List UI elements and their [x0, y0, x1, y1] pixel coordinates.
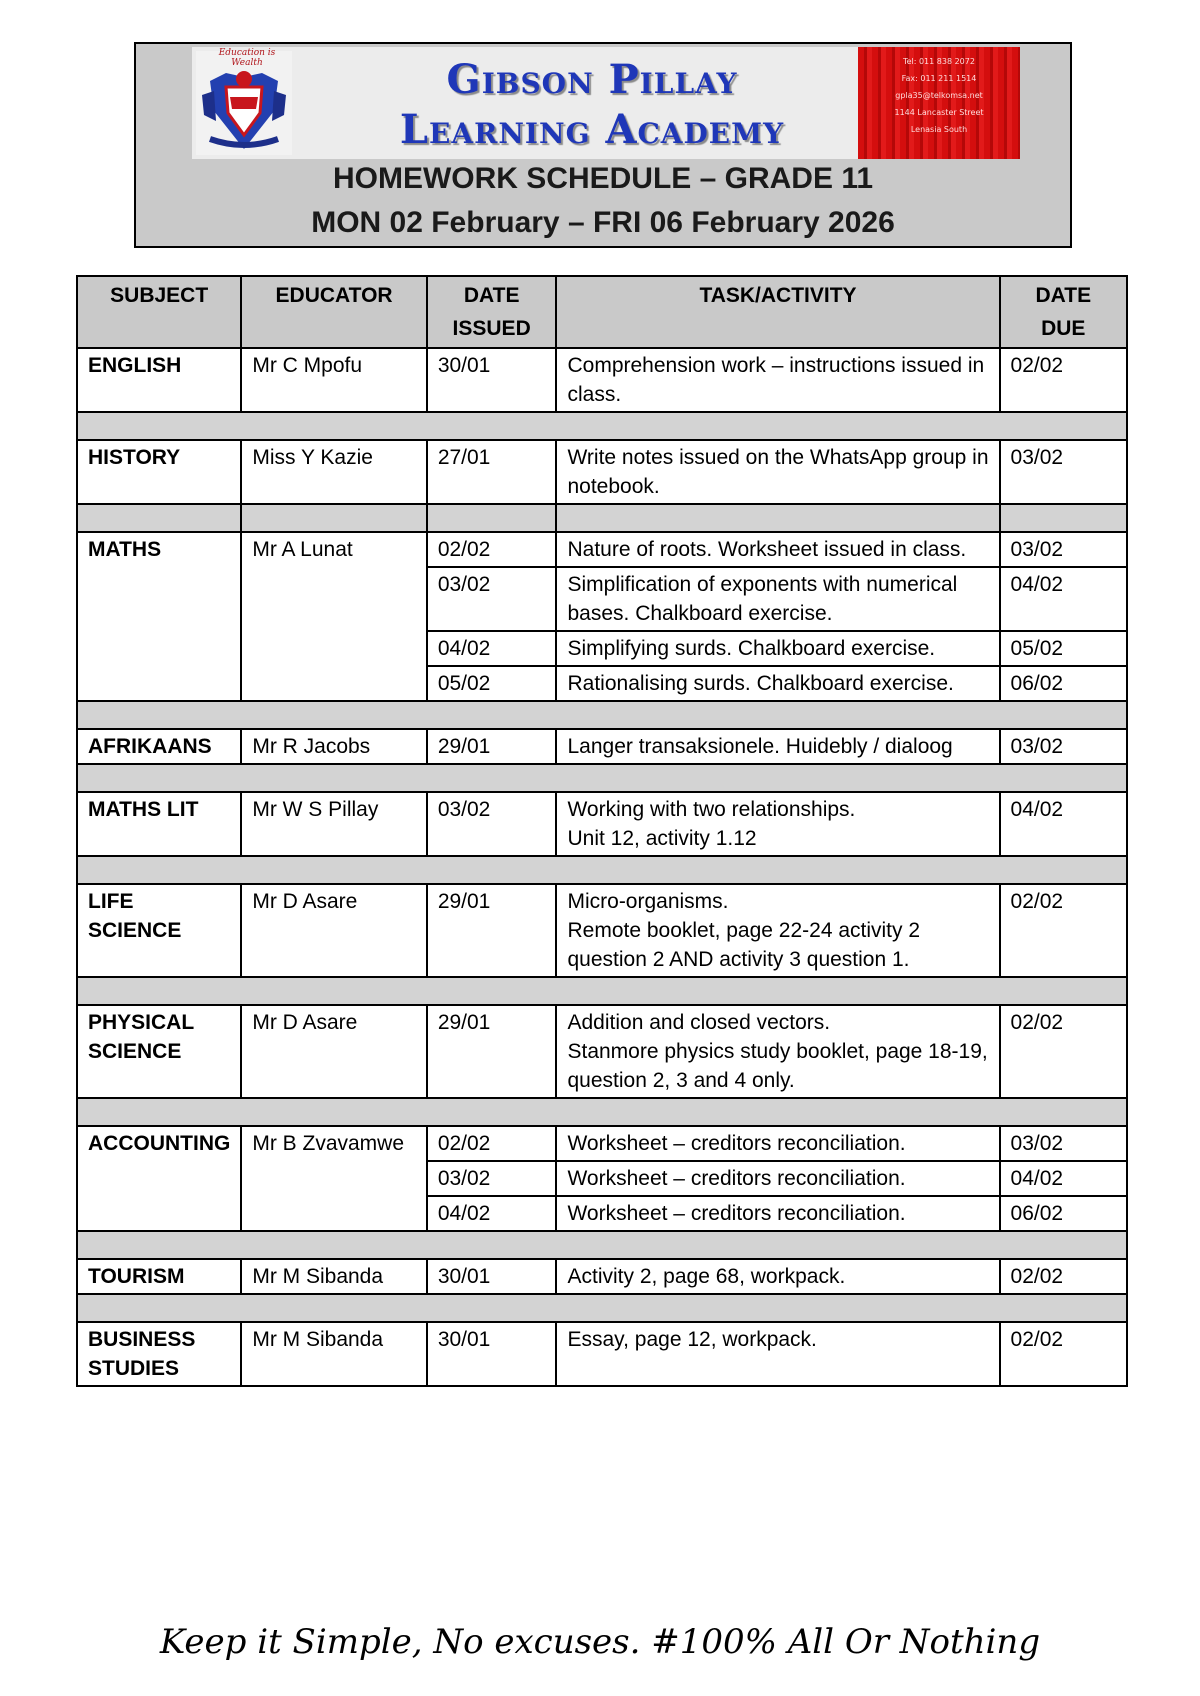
educator-cell: Mr M Sibanda [241, 1259, 426, 1294]
date-due-cell: 03/02 [1000, 440, 1127, 504]
school-name [332, 55, 852, 155]
spacer-row [77, 1294, 1127, 1322]
subject-cell: BUSINESS STUDIES [77, 1322, 241, 1386]
subject-cell: HISTORY [77, 440, 241, 504]
task-cell: Worksheet – creditors reconciliation. [556, 1196, 999, 1231]
task-cell: Rationalising surds. Chalkboard exercise. [556, 666, 999, 701]
spacer-cell [77, 977, 1127, 1005]
educator-cell: Mr D Asare [241, 884, 426, 977]
spacer-cell [77, 1294, 1127, 1322]
subject-cell: TOURISM [77, 1259, 241, 1294]
spacer-cell [77, 764, 1127, 792]
date-due-cell: 03/02 [1000, 1126, 1127, 1161]
date-issued-cell: 29/01 [427, 884, 557, 977]
educator-cell: Mr W S Pillay [241, 792, 426, 856]
date-issued-cell: 30/01 [427, 1259, 557, 1294]
spacer-cell [427, 504, 557, 532]
subject-cell: LIFE SCIENCE [77, 884, 241, 977]
table-row [77, 792, 1127, 856]
educator-cell: Mr R Jacobs [241, 729, 426, 764]
spacer-cell [77, 701, 1127, 729]
date-issued-cell: 03/02 [427, 792, 557, 856]
contact-line: Tel: 011 838 2072 [903, 57, 975, 66]
date-due-cell: 06/02 [1000, 666, 1127, 701]
school-name-line2: Learning Academy [399, 106, 785, 153]
date-issued-cell: 29/01 [427, 729, 557, 764]
table-row [77, 729, 1127, 764]
educator-cell: Mr M Sibanda [241, 1322, 426, 1386]
date-due-cell: 03/02 [1000, 729, 1127, 764]
task-cell: Essay, page 12, workpack. [556, 1322, 999, 1386]
task-cell: Simplification of exponents with numerical bases. Chalkboard exercise. [556, 567, 999, 631]
spacer-row [77, 977, 1127, 1005]
spacer-row [77, 764, 1127, 792]
educator-cell: Mr B Zvavamwe [241, 1126, 426, 1231]
table-row [77, 1259, 1127, 1294]
task-cell: Worksheet – creditors reconciliation. [556, 1161, 999, 1196]
date-issued-cell: 05/02 [427, 666, 557, 701]
educator-cell: Mr A Lunat [241, 532, 426, 701]
task-cell: Write notes issued on the WhatsApp group in notebook. [556, 440, 999, 504]
task-cell: Addition and closed vectors. Stanmore physics study booklet, page 18-19, question 2, 3 and 4 only. [556, 1005, 999, 1098]
date-due-cell: 04/02 [1000, 567, 1127, 631]
spacer-row [77, 504, 1127, 532]
date-due-cell: 02/02 [1000, 884, 1127, 977]
school-motto: Education is Wealth [218, 48, 276, 68]
contact-panel [858, 47, 1020, 159]
subject-cell: ENGLISH [77, 348, 241, 412]
date-issued-cell: 02/02 [427, 1126, 557, 1161]
date-due-cell: 05/02 [1000, 631, 1127, 666]
header-subject: SUBJECT [77, 276, 241, 348]
date-due-cell: 02/02 [1000, 1322, 1127, 1386]
homework-table [76, 275, 1128, 1387]
header-box [134, 42, 1072, 248]
table-row [77, 348, 1127, 412]
date-due-cell: 04/02 [1000, 1161, 1127, 1196]
table-header-row [77, 276, 1127, 348]
schedule-date-range: MON 02 February – FRI 06 February 2026 [311, 206, 895, 239]
date-issued-cell: 29/01 [427, 1005, 557, 1098]
spacer-row [77, 1098, 1127, 1126]
subject-cell: AFRIKAANS [77, 729, 241, 764]
date-issued-cell: 03/02 [427, 567, 557, 631]
table-body [77, 348, 1127, 1386]
header-educator: EDUCATOR [241, 276, 426, 348]
subject-cell: MATHS LIT [77, 792, 241, 856]
task-cell: Langer transaksionele. Huidebly / dialoog [556, 729, 999, 764]
header-date-issued: DATE ISSUED [427, 276, 557, 348]
footer-slogan: Keep it Simple, No excuses. #100% All Or Nothing [159, 1622, 1041, 1662]
date-issued-cell: 30/01 [427, 348, 557, 412]
date-due-cell: 02/02 [1000, 1259, 1127, 1294]
date-issued-cell: 27/01 [427, 440, 557, 504]
task-cell: Comprehension work – instructions issued in class. [556, 348, 999, 412]
subject-cell: MATHS [77, 532, 241, 701]
date-due-cell: 02/02 [1000, 1005, 1127, 1098]
table-row [77, 1126, 1127, 1161]
school-name-line1: Gibson Pillay [446, 56, 738, 103]
spacer-cell [556, 504, 999, 532]
spacer-cell [77, 1231, 1127, 1259]
spacer-row [77, 701, 1127, 729]
task-cell: Activity 2, page 68, workpack. [556, 1259, 999, 1294]
task-cell: Simplifying surds. Chalkboard exercise. [556, 631, 999, 666]
educator-cell: Mr D Asare [241, 1005, 426, 1098]
date-issued-cell: 03/02 [427, 1161, 557, 1196]
educator-cell: Mr C Mpofu [241, 348, 426, 412]
spacer-cell [77, 856, 1127, 884]
table-row [77, 440, 1127, 504]
educator-cell: Miss Y Kazie [241, 440, 426, 504]
header-task: TASK/ACTIVITY [556, 276, 999, 348]
contact-line: Fax: 011 211 1514 [901, 74, 977, 83]
date-issued-cell: 04/02 [427, 1196, 557, 1231]
school-banner [192, 47, 1016, 159]
table-row [77, 532, 1127, 567]
table-row [77, 1322, 1127, 1386]
spacer-cell [77, 504, 241, 532]
date-due-cell: 04/02 [1000, 792, 1127, 856]
date-issued-cell: 30/01 [427, 1322, 557, 1386]
contact-line: 1144 Lancaster Street [894, 108, 984, 117]
table-row [77, 1005, 1127, 1098]
header-date-due: DATE DUE [1000, 276, 1127, 348]
task-cell: Worksheet – creditors reconciliation. [556, 1126, 999, 1161]
spacer-cell [241, 504, 426, 532]
subject-cell: ACCOUNTING [77, 1126, 241, 1231]
schedule-title: HOMEWORK SCHEDULE – GRADE 11 [332, 162, 874, 195]
contact-line: Lenasia South [910, 125, 968, 134]
spacer-cell [1000, 504, 1127, 532]
task-cell: Micro-organisms. Remote booklet, page 22-24 activity 2 question 2 AND activity 3 question 1. [556, 884, 999, 977]
spacer-row [77, 1231, 1127, 1259]
date-due-cell: 03/02 [1000, 532, 1127, 567]
spacer-cell [77, 412, 1127, 440]
task-cell: Working with two relationships. Unit 12, activity 1.12 [556, 792, 999, 856]
subject-cell: PHYSICAL SCIENCE [77, 1005, 241, 1098]
table-row [77, 884, 1127, 977]
date-issued-cell: 04/02 [427, 631, 557, 666]
contact-line: gpla35@telkomsa.net [895, 91, 983, 100]
date-due-cell: 02/02 [1000, 348, 1127, 412]
spacer-cell [77, 1098, 1127, 1126]
spacer-row [77, 412, 1127, 440]
date-issued-cell: 02/02 [427, 532, 557, 567]
spacer-row [77, 856, 1127, 884]
task-cell: Nature of roots. Worksheet issued in class. [556, 532, 999, 567]
date-due-cell: 06/02 [1000, 1196, 1127, 1231]
